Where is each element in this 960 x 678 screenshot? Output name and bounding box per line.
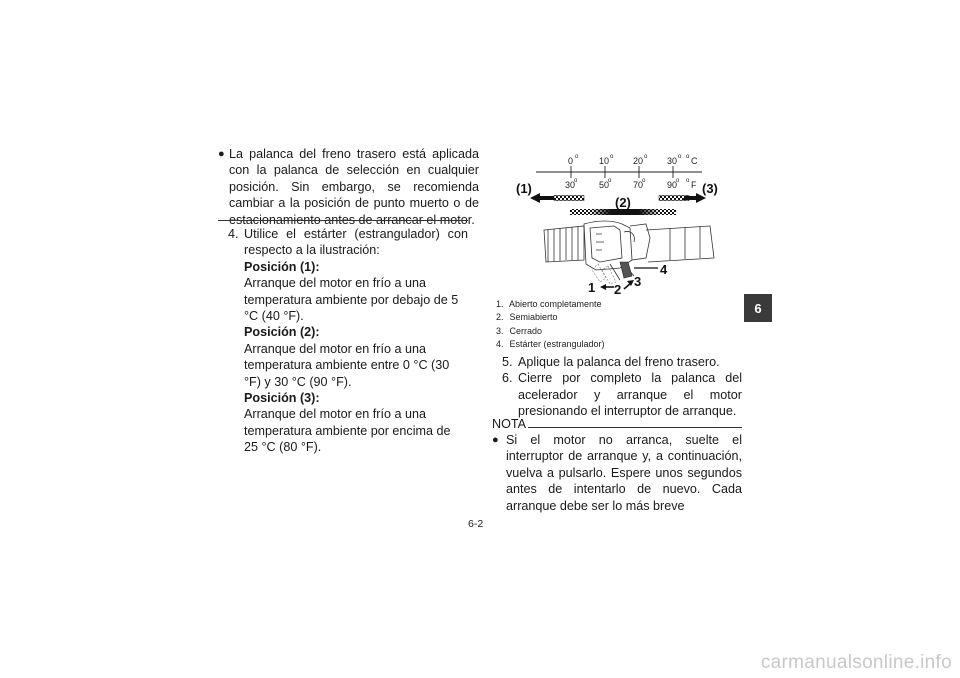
position-3-label: (3) xyxy=(702,181,718,196)
position-2-label: (2) xyxy=(615,195,631,210)
celsius-tick-0: 0 xyxy=(568,156,574,166)
step-6 xyxy=(500,370,742,419)
degree-mark: o xyxy=(686,154,690,160)
callout-4: 4 xyxy=(660,262,668,277)
callout-2: 2 xyxy=(614,282,622,297)
celsius-tick-1: 10 xyxy=(599,156,610,166)
choke-lever xyxy=(620,262,632,278)
caption-item: 3. Cerrado xyxy=(496,325,543,336)
page-number: 6-2 xyxy=(468,518,484,530)
figure-caption xyxy=(496,298,736,352)
choke-figure xyxy=(510,150,735,298)
position-2-text: Arranque del motor en frío a una temperatura ambiente entre 0 °C (30 °F) y 30 °C (90 °F). xyxy=(244,341,450,389)
degree-mark: o xyxy=(686,178,690,184)
step-5-text: Aplique la palanca del freno trasero. xyxy=(518,355,720,369)
fahrenheit-tick-1: 50 xyxy=(599,180,610,190)
celsius-unit: C xyxy=(691,156,698,166)
caption-item: 4. Estárter (estrangulador) xyxy=(496,339,605,350)
degree-mark: o xyxy=(678,154,682,160)
step-4-text: Utilice el estárter (estrangulador) con respecto a la ilustración: xyxy=(244,227,468,258)
nota-rule xyxy=(528,427,742,428)
position-3-label: Posición (3): xyxy=(244,391,320,406)
degree-mark: o xyxy=(574,178,578,184)
lever-ghost-positions xyxy=(592,264,616,284)
celsius-tick-2: 20 xyxy=(633,156,644,166)
nota-text: Si el motor no arranca, suelte el interruptor de arranque y, a continuación, vuelva a pulsarlo. Espere unos segundos antes de intentarlo de nuevo. Cada arranque debe ser lo más breve xyxy=(506,433,742,513)
step-5 xyxy=(500,354,742,370)
section-divider xyxy=(218,220,468,221)
position-2-label: Posición (2): xyxy=(244,325,320,340)
fahrenheit-tick-0: 30 xyxy=(565,180,576,190)
caption-item: 2. Semiabierto xyxy=(496,312,558,323)
degree-mark: o xyxy=(608,178,612,184)
step-4 xyxy=(228,226,468,456)
nota-bullet xyxy=(492,432,742,514)
position-1-label: (1) xyxy=(516,181,532,196)
caption-item: 1. Abierto completamente xyxy=(496,299,602,309)
right-steps xyxy=(500,354,742,420)
degree-mark: o xyxy=(676,178,680,184)
degree-mark: o xyxy=(610,154,614,160)
callout-3-arrow xyxy=(624,280,634,289)
nota-heading: NOTA xyxy=(492,417,527,431)
bullet-text: La palanca del freno trasero está aplicada con la palanca de selección en cualquier posición. Sin embargo, se recomienda cambiar a la posición de punto muerto o de estacionamiento antes de arrancar el motor. xyxy=(229,147,479,227)
callout-1: 1 xyxy=(588,280,596,295)
position-list xyxy=(228,259,468,456)
fahrenheit-tick-2: 70 xyxy=(633,180,644,190)
bullet-icon: ● xyxy=(218,148,225,160)
callout-3: 3 xyxy=(634,274,642,289)
position-1-text: Arranque del motor en frío a una temperatura ambiente por debajo de 5 °C (40 °F). xyxy=(244,276,459,324)
step-6-number: 6. xyxy=(502,371,513,386)
degree-mark: o xyxy=(644,154,648,160)
degree-mark: o xyxy=(642,178,646,184)
chapter-tab: 6 xyxy=(744,294,772,322)
bullet-icon: ● xyxy=(492,434,499,446)
nota-heading-row xyxy=(492,416,742,432)
callout-2-arrow xyxy=(600,284,614,290)
bullet-brake-note xyxy=(218,146,479,228)
step-6-text: Cierre por completo la palanca del acelerador y arranque el motor presionando el interruptor de arranque. xyxy=(518,371,742,419)
step-4-number: 4. xyxy=(228,227,239,241)
fahrenheit-tick-3: 90 xyxy=(667,180,678,190)
position-1-range xyxy=(554,196,584,201)
watermark: carmanualsonline.info xyxy=(760,652,952,673)
degree-mark: o xyxy=(575,154,579,160)
step-5-number: 5. xyxy=(502,355,513,369)
celsius-tick-3: 30 xyxy=(667,156,678,166)
position-1-label: Posición (1): xyxy=(244,259,320,274)
position-3-text: Arranque del motor en frío a una temperatura ambiente por encima de 25 °C (80 °F). xyxy=(244,407,451,455)
fahrenheit-unit: F xyxy=(691,180,697,190)
